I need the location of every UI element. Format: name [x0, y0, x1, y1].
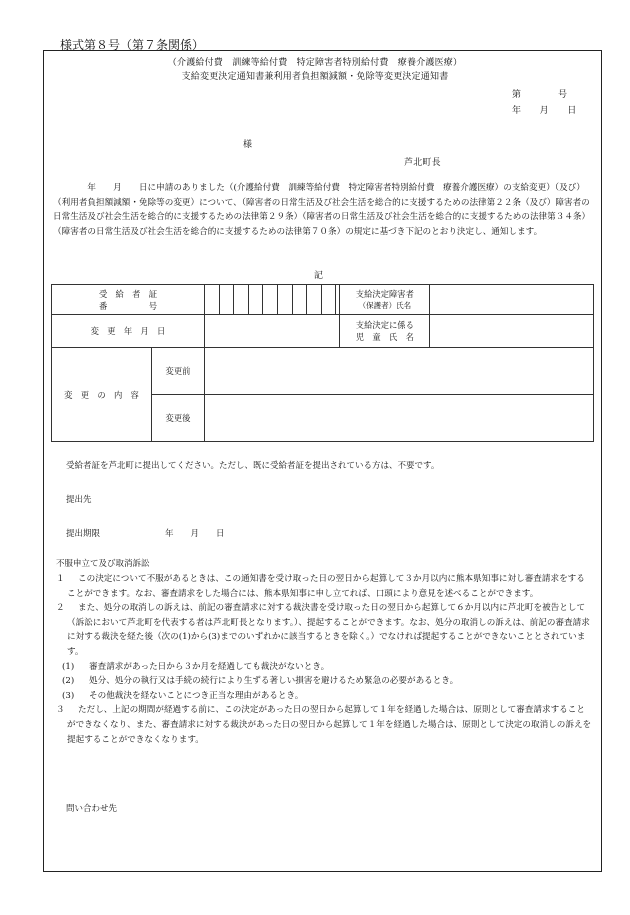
appeal-heading: 不服申立て及び取消訴訟	[56, 559, 150, 569]
addressee-suffix: 様	[243, 140, 253, 150]
recipient-number-cell[interactable]	[205, 285, 220, 315]
document-title: 支給変更決定通知書兼利用者負担額減額・免除等変更決定通知書	[181, 72, 449, 82]
submit-deadline-label: 提出期限	[66, 529, 101, 539]
appeal-sub-item: (1) 審査請求があった日から３か月を経過しても裁決がないとき。	[62, 661, 330, 672]
appeal-list	[56, 572, 593, 747]
recipient-number-cell[interactable]	[277, 285, 292, 315]
recipient-number-cell[interactable]	[307, 285, 322, 315]
ki-heading: 記	[314, 271, 324, 281]
recipient-number-cell[interactable]	[219, 285, 234, 315]
recipient-number-cell[interactable]	[248, 285, 263, 315]
recipient-number-cell[interactable]	[263, 285, 278, 315]
child-name-label: 支給決定に係る 児 童 氏 名	[340, 315, 430, 348]
form-number: 様式第８号（第７条関係）	[60, 38, 205, 52]
disabled-person-label: 支給決定障害者 （保護者）氏名	[340, 285, 430, 315]
recipient-number-cell[interactable]	[292, 285, 307, 315]
submit-deadline-date: 年 月 日	[165, 529, 225, 539]
appeal-item: ２ また、処分の取消しの訴えは、前記の審査請求に対する裁決書を受け取った日の翌日から起算して６か月以内に芦北町を被告として（訴訟において芦北町を代表する者は芦北町長となります。）、提起することができます。なお、処分の取消しの訴えは、前記の審査請求に対する裁決を経た後（次の(1)から(3)までのいずれかに該当するときを除く。）でなければ提起することができないこととされています。	[56, 603, 590, 657]
appeal-item: １ この決定について不服があるときは、この通知書を受け取った日の翌日から起算して３か月以内に熊本県知事に対し審査請求をすることができます。なお、審査請求をした場合には、熊本県知事に申し立てれば、口頭により意見を述べることができます。	[56, 574, 585, 599]
appeal-sub-item: (2) 処分、処分の執行又は手続の続行により生ずる著しい損害を避けるため緊急の必要があるとき。	[62, 676, 459, 687]
recipient-number-cell[interactable]	[234, 285, 249, 315]
appeal-item: ３ ただし、上記の期間が経過する前に、この決定があった日の翌日から起算して１年を経過した場合は、原則として審査請求することができなくなり、また、審査請求に対する裁決があった日の翌日から起算して１年を経過した場合は、原則として決定の取消しの訴えを提起することができなくなります。	[56, 705, 592, 745]
after-change-field[interactable]	[205, 395, 594, 442]
inquiry-label: 問い合わせ先	[66, 804, 118, 814]
body-text: 年 月 日に申請のありました（(介護給付費 訓練等給付費 特定障害者特別給付費 療養介護医療）の支給変更）（及び）（利用者負担額減額・免除等の変更）について、（障害者の日常生活及び社会生活を総合的に支援するための法律第２２条（及び）障害者の日常生活及び社会生活を総合的に支援するための法律第２９条）（障害者の日常生活及び社会生活を総合的に支援するための法律第３４条）（障害者の日常生活及び社会生活を総合的に支援するための法律第７０条）の規定に基づき下記のとおり決定し、通知します。	[53, 183, 591, 237]
child-name-field[interactable]	[430, 315, 594, 348]
submit-note: 受給者証を芦北町に提出してください。ただし、既に受給者証を提出されている方は、不要です。	[66, 461, 440, 471]
change-content-label: 変 更 の 内 容	[52, 348, 152, 442]
decision-table	[51, 284, 594, 442]
change-date-label: 変 更 年 月 日	[52, 315, 205, 348]
issuer: 芦北町長	[404, 158, 441, 168]
change-date-field[interactable]	[205, 315, 340, 348]
subtitle-line1: （介護給付費 訓練等給付費 特定障害者特別給付費 療養介護医療）	[167, 58, 463, 68]
issue-date: 年 月 日	[512, 106, 577, 116]
recipient-number-label: 受 給 者 証 番 号	[52, 285, 205, 315]
before-change-label: 変更前	[152, 348, 205, 395]
before-change-field[interactable]	[205, 348, 594, 395]
appeal-sub-item: (3) その他裁決を経ないことにつき正当な理由があるとき。	[62, 690, 304, 701]
document-number: 第 号	[512, 90, 568, 100]
after-change-label: 変更後	[152, 395, 205, 442]
disabled-person-name-field[interactable]	[430, 285, 594, 315]
submit-to-label: 提出先	[66, 495, 92, 505]
recipient-number-cell[interactable]	[321, 285, 336, 315]
